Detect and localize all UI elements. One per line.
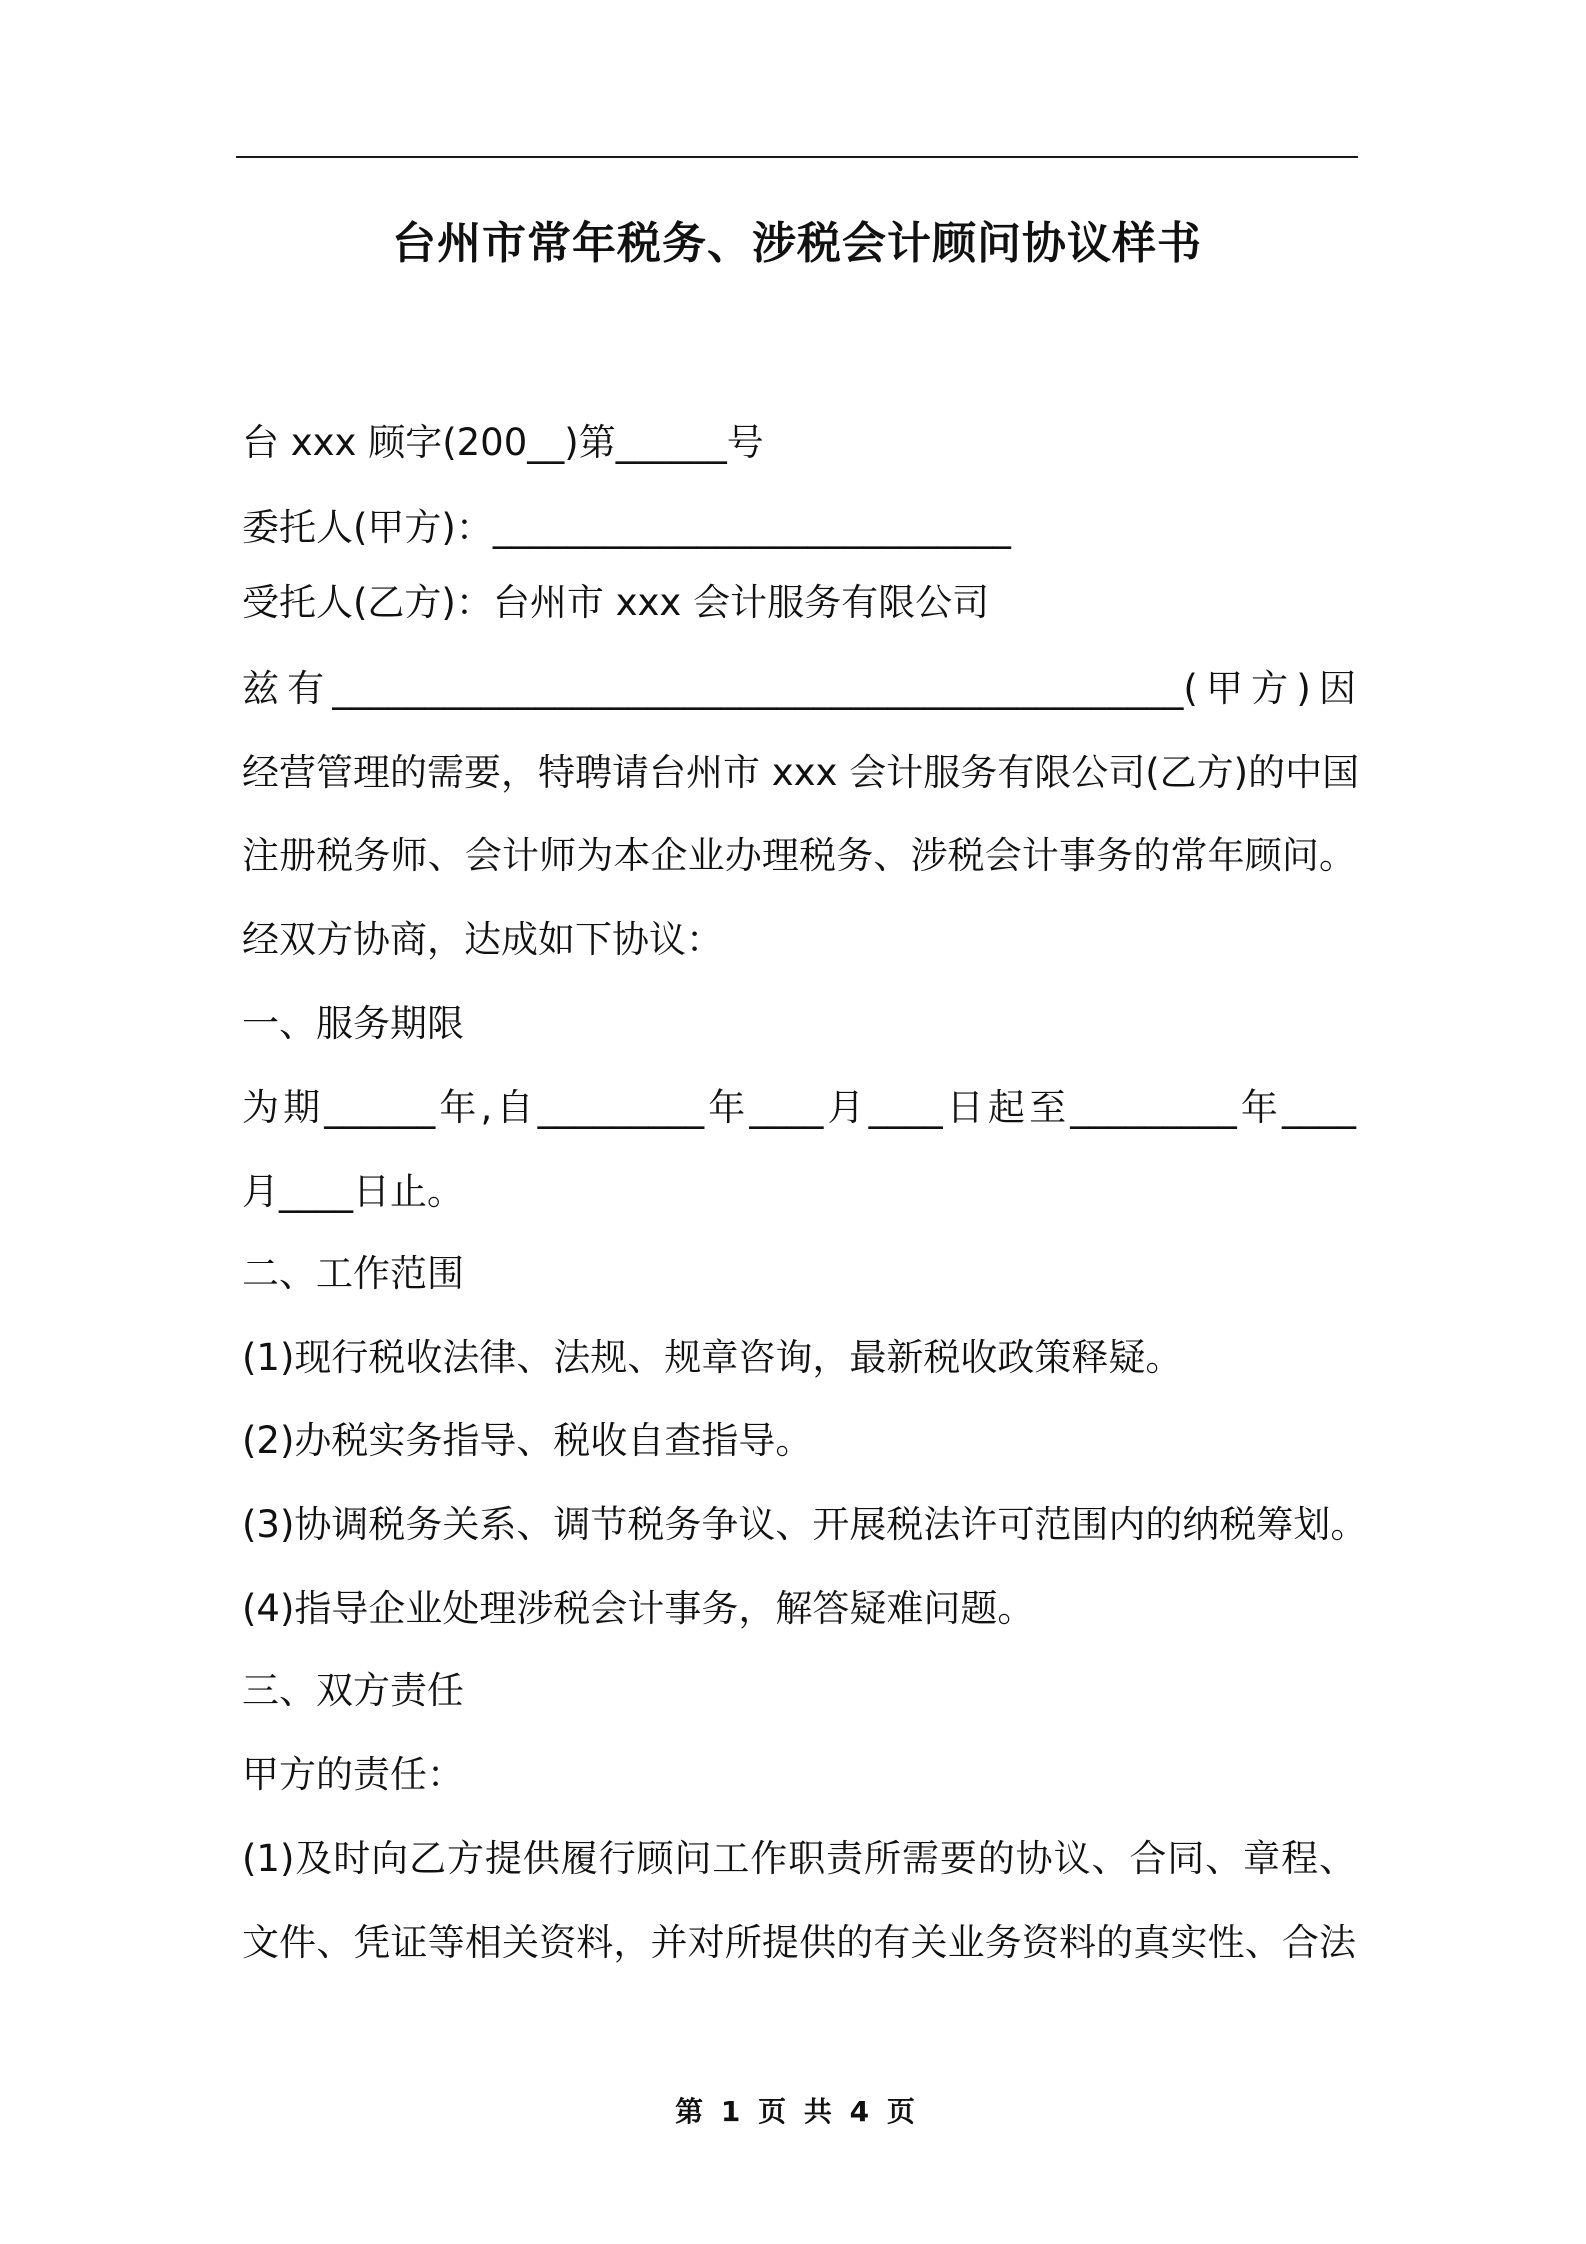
doc-number-line: 台 xxx 顾字(200__)第______号 bbox=[242, 421, 764, 464]
body-line: 经营管理的需要，特聘请台州市 xxx 会计服务有限公司(乙方)的中国 bbox=[242, 751, 1360, 794]
scope-item: (3)协调税务关系、调节税务争议、开展税法许可范围内的纳税筹划。 bbox=[242, 1503, 1368, 1546]
section-heading-scope: 二、工作范围 bbox=[242, 1252, 464, 1295]
scope-item: (1)现行税收法律、法规、规章咨询，最新税收政策释疑。 bbox=[242, 1336, 1183, 1379]
body-line: 注册税务师、会计师为本企业办理税务、涉税会计事务的常年顾问。 bbox=[242, 834, 1356, 877]
body-line: 兹有______________________________________________(甲方)因 bbox=[242, 667, 1356, 710]
responsibility-line: 文件、凭证等相关资料，并对所提供的有关业务资料的真实性、合法 bbox=[242, 1921, 1356, 1964]
responsibility-line: (1)及时向乙方提供履行顾问工作职责所需要的协议、合同、章程、 bbox=[242, 1837, 1356, 1880]
document-title: 台州市常年税务、涉税会计顾问协议样书 bbox=[392, 218, 1202, 269]
trustee-line: 受托人(乙方)：台州市 xxx 会计服务有限公司 bbox=[242, 581, 990, 624]
term-line: 为期______年,自_________年____月____日起至_________年____ bbox=[242, 1086, 1356, 1129]
page-footer: 第 1 页 共 4 页 bbox=[675, 2095, 919, 2128]
term-line: 月____日止。 bbox=[242, 1170, 464, 1213]
scope-item: (4)指导企业处理涉税会计事务，解答疑难问题。 bbox=[242, 1587, 1035, 1630]
section-heading-term: 一、服务期限 bbox=[242, 1002, 464, 1045]
body-line: 经双方协商，达成如下协议： bbox=[242, 918, 723, 961]
header-rule bbox=[236, 156, 1358, 158]
party-a-heading: 甲方的责任： bbox=[242, 1753, 464, 1796]
client-line: 委托人(甲方)：____________________________ bbox=[242, 506, 1011, 549]
scope-item: (2)办税实务指导、税收自查指导。 bbox=[242, 1419, 813, 1462]
section-heading-responsibility: 三、双方责任 bbox=[242, 1669, 464, 1712]
